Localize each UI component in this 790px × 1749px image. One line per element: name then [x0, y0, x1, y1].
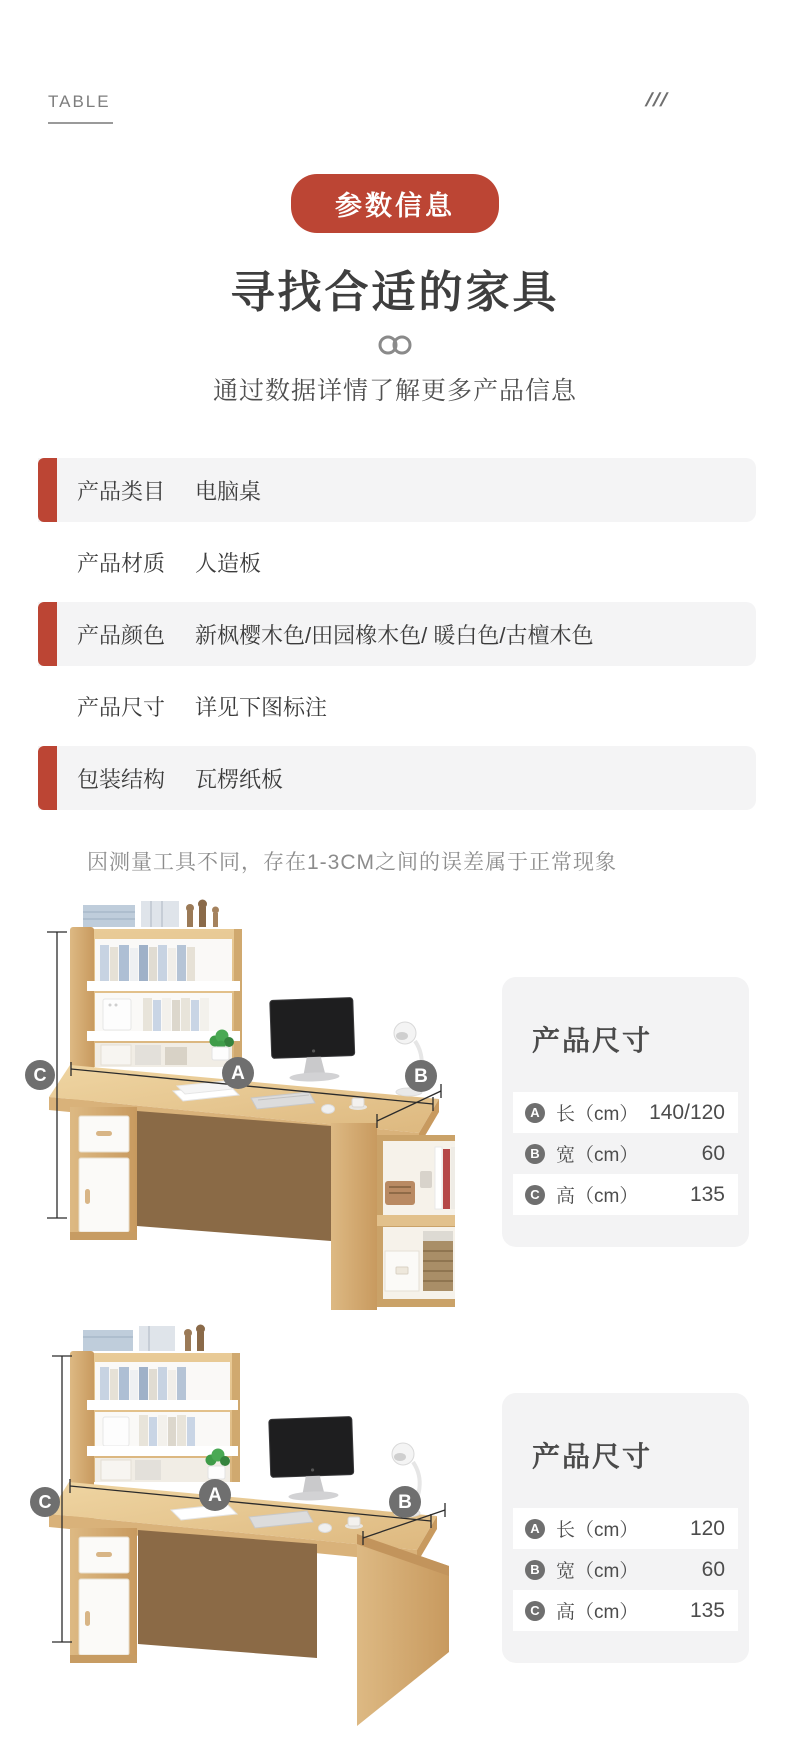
spec-row	[38, 530, 756, 594]
svg-text:C: C	[38, 1491, 52, 1512]
spec-label: 产品尺寸	[77, 694, 166, 720]
dimension-panel-1	[502, 977, 749, 1247]
params-badge: 参数信息	[291, 174, 499, 233]
spec-value: 详见下图标注	[195, 694, 328, 720]
svg-text:C: C	[33, 1064, 47, 1085]
accent-bar	[38, 458, 57, 522]
svg-text:A: A	[231, 1063, 245, 1085]
dim-row	[513, 1590, 738, 1631]
marker-c	[30, 1487, 60, 1517]
monitor-icon	[270, 998, 356, 1083]
svg-text:B: B	[414, 1066, 428, 1088]
dim-label: 高（cm）	[556, 1186, 639, 1207]
dim-value: 140/120	[649, 1100, 725, 1124]
spec-row	[38, 458, 756, 522]
spec-row	[38, 746, 756, 810]
spec-label: 包装结构	[77, 766, 166, 792]
dim-value: 60	[701, 1141, 725, 1165]
marker-a	[199, 1479, 231, 1511]
spec-value: 新枫樱木色/田园橡木色/ 暖白色/古檀木色	[195, 622, 594, 648]
mouse-icon	[319, 1524, 332, 1533]
desk-illustration-2	[25, 1318, 455, 1735]
dim-row	[513, 1092, 738, 1133]
dim-value: 60	[701, 1557, 725, 1581]
page-subtitle: 通过数据详情了解更多产品信息	[212, 377, 577, 405]
marker-a-badge: A	[525, 1519, 545, 1539]
dim-label: 高（cm）	[556, 1602, 639, 1623]
desk-side-shelf	[331, 1123, 455, 1310]
dim-row	[513, 1174, 738, 1215]
mouse-icon	[322, 1105, 335, 1114]
spec-value: 电脑桌	[195, 478, 262, 504]
dim-label: 宽（cm）	[556, 1561, 639, 1582]
spec-table	[38, 458, 756, 818]
desk-leg-panel	[357, 1534, 449, 1726]
marker-a-badge: A	[525, 1103, 545, 1123]
svg-text:A: A	[208, 1485, 222, 1507]
dim-label: 宽（cm）	[556, 1145, 639, 1166]
marker-b-badge: B	[525, 1560, 545, 1580]
accent-bar	[38, 602, 57, 666]
marker-c-badge: C	[525, 1601, 545, 1621]
dim-panel-title: 产品尺寸	[532, 1025, 653, 1056]
dimension-panel-2	[502, 1393, 749, 1663]
desk-underside	[137, 1111, 331, 1241]
spec-label: 产品类目	[77, 478, 166, 504]
page-title: 寻找合适的家具	[230, 268, 560, 317]
spec-label: 产品材质	[77, 550, 166, 576]
spec-label: 产品颜色	[77, 622, 166, 648]
accent-bar	[38, 746, 57, 810]
desk-drawer-unit	[70, 1528, 137, 1663]
measurement-note: 因测量工具不同，存在1-3CM之间的误差属于正常现象	[87, 851, 618, 874]
dim-value: 135	[689, 1598, 725, 1622]
svg-text:B: B	[398, 1492, 412, 1514]
spec-value: 人造板	[195, 550, 262, 576]
marker-b	[389, 1486, 421, 1518]
dim-value: 120	[689, 1516, 725, 1540]
desk-illustration-1	[25, 895, 455, 1320]
marker-b	[405, 1060, 437, 1092]
dim-label: 长（cm）	[556, 1520, 639, 1541]
dim-row	[513, 1549, 738, 1590]
link-rings-icon	[375, 334, 415, 361]
monitor-icon	[269, 1417, 355, 1502]
spec-value: 瓦楞纸板	[195, 766, 284, 792]
dim-panel-title: 产品尺寸	[532, 1441, 653, 1472]
spec-row	[38, 602, 756, 666]
marker-c-badge: C	[525, 1185, 545, 1205]
marker-c	[25, 1060, 55, 1090]
dim-row	[513, 1133, 738, 1174]
cup-icon	[345, 1517, 363, 1529]
cup-icon	[349, 1098, 367, 1110]
spec-row	[38, 674, 756, 738]
marker-a	[222, 1057, 254, 1089]
desk-underside	[138, 1530, 317, 1658]
dim-label: 长（cm）	[556, 1104, 639, 1125]
marker-b-badge: B	[525, 1144, 545, 1164]
dim-value: 135	[689, 1182, 725, 1206]
brand-label: TABLE	[48, 92, 113, 124]
desk-drawer-unit	[70, 1107, 137, 1240]
dim-row	[513, 1508, 738, 1549]
slashes-icon: ///	[644, 90, 670, 111]
